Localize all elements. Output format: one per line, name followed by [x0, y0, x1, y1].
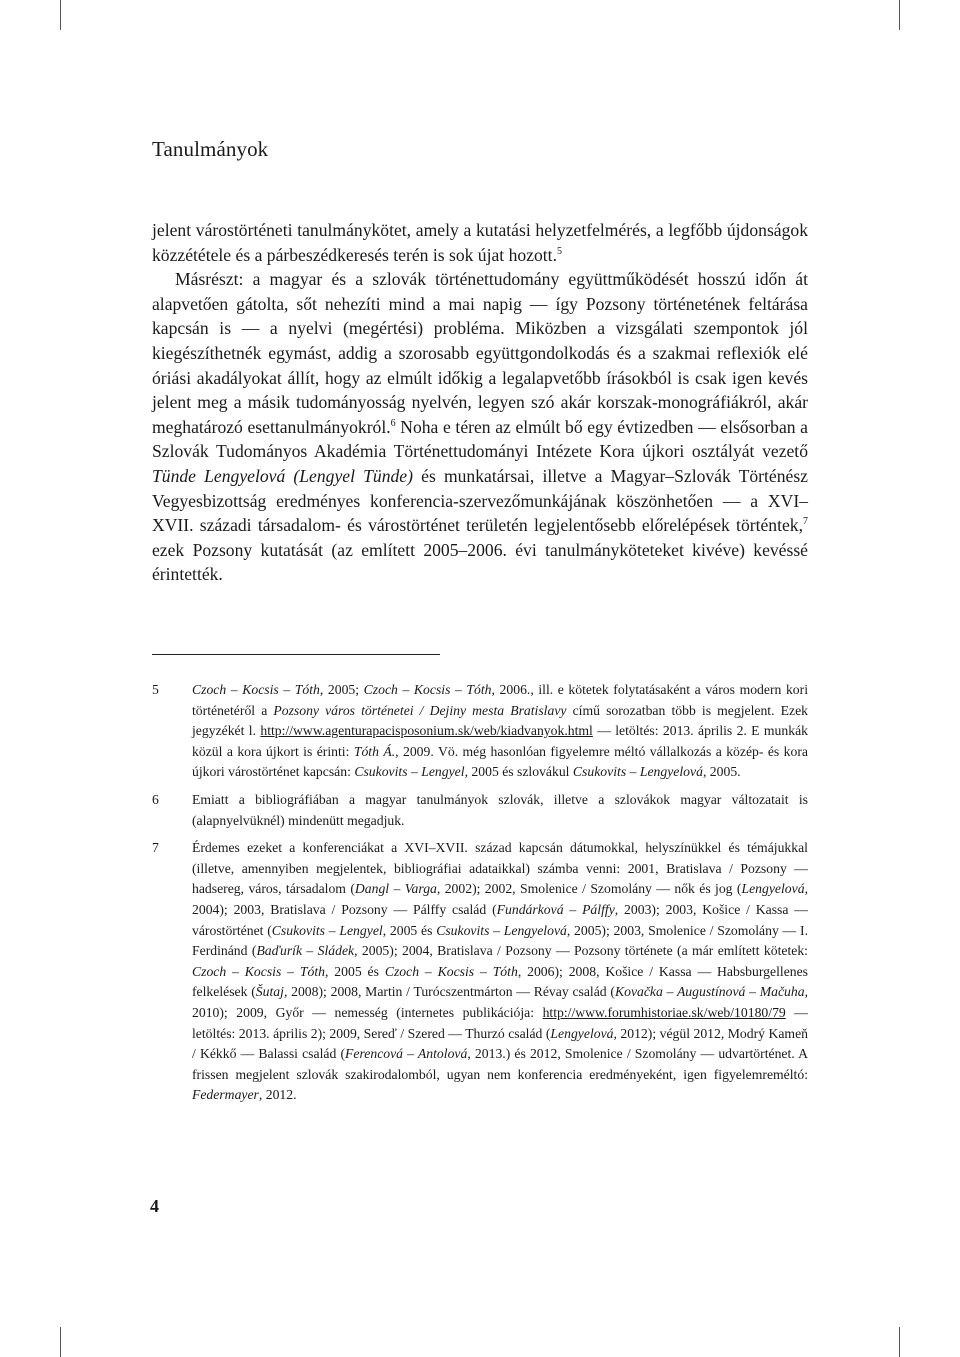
footnote-text: , 2010); 2009, Győr — nemesség (internetes publikációja:: [192, 984, 808, 1020]
italic-citation: Federmayer: [192, 1087, 259, 1103]
italic-citation: Baďurík – Sládek: [256, 943, 355, 959]
footnote-text: , 2006., ill. e kötetek folytatásaként a város modern kori történetéről a: [192, 682, 809, 718]
text: jelent várostörténeti tanulmánykötet, amely a kutatási helyzetfelmérés, a legfőbb újdonságok közzététele és a párbeszédkeresés terén is sok újat hozott.: [152, 220, 808, 265]
footnote-text: , 2012); végül 2012, Modrý Kameň / Kékkő — Balassi család (: [192, 1025, 808, 1062]
footnote-text: , 2005.: [702, 764, 741, 780]
italic-citation: Czoch – Kocsis – Tóth: [192, 682, 320, 697]
crop-mark: [60, 1327, 61, 1357]
footnote-ref[interactable]: 7: [803, 516, 808, 528]
footnote-text: című sorozatban több is megjelent. Ezek jegyzékét l.: [192, 702, 808, 739]
footnote-text: , 2008); 2008, Martin / Turócszentmárton — Révay család (: [283, 984, 615, 1000]
text: és munkatársai, illetve a Magyar–Szlovák Történész Vegyesbizottság eredményes konferencia-szervezőmunkájának köszönhetően — a XVI–XVII. századi társadalom- és várostörténet területén legjelentősebb előrelépések történtek,: [152, 465, 808, 536]
footnote-text: , 2005); 2004, Bratislava / Pozsony — Pozsony története (a már említett kötetek:: [354, 943, 808, 959]
crop-mark: [899, 0, 900, 30]
footnote-text: , 2005); 2003, Smolenice / Szomolány — I. Ferdinánd (: [192, 922, 808, 959]
footnote-6: [152, 790, 808, 831]
paragraph: [152, 267, 808, 587]
footnote-text: , 2005;: [319, 682, 364, 697]
footnote-text: , 2003); 2003, Košice / Kassa — várostörténet (: [192, 901, 808, 938]
text: ezek Pozsony kutatását (az említett 2005–2006. évi tanulmányköteteket kivéve) kevéssé érintették.: [152, 539, 808, 585]
italic-citation: Lengyelová: [550, 1025, 614, 1041]
italic-citation: Fundárková – Pálffy: [496, 901, 615, 917]
text: Másrészt: a magyar és a szlovák történettudomány együttműködését hosszú időn át alapvetően gátolta, sőt nehezíti mind a mai napig — így Pozsony történetének feltárása kapcsán is — a nyelvi (megértési) probléma. Miközben a vizsgálati szempontok jól kiegészíthetnék egymást, addig a szorosabb együttgondolkodás és a szakmai reflexiók elé óriási akadályokat állít, hogy az elmúlt időkig a legalapvetőbb írásokból is csak igen kevés jelent meg a másik tudományosság nyelvén, legyen szó akár korszak-monográfiákról, akár meghatározó esettanulmányokról.: [152, 269, 808, 437]
body-text: [152, 218, 808, 587]
footnote-ref[interactable]: 6: [390, 417, 396, 429]
footnote-ref[interactable]: 5: [556, 245, 562, 257]
italic-citation: Czoch – Kocsis – Tóth: [363, 682, 492, 697]
italic-citation: Csukovits – Lengyelová: [436, 922, 567, 938]
footnote-text: Érdemes ezeket a konferenciákat a XVI–XVII. század kapcsán dátumokkal, helyszínükkel és témájukkal (illetve, amennyiben megjelentek, bibliográfiai adataikkal) számba venni: 2001, Bratislava / Pozsony — hadsereg, város, társadalom (: [192, 840, 808, 897]
footnote-text: — letöltés: 2013. április 2); 2009, Sereď / Szered — Thurzó család (: [192, 1004, 808, 1041]
footnote-number: 6: [152, 791, 159, 807]
italic-citation: Csukovits – Lengyel: [354, 764, 465, 780]
running-head: Tanulmányok: [152, 137, 269, 161]
footnote-text: , 2013.) és 2012, Smolenice / Szomolány — udvartörténet. A frissen megjelent szlovák szakirodalomból, ugyan nem konferencia eredményeként, igen figyelemreméltó:: [192, 1046, 809, 1082]
footnote-5: [152, 680, 808, 783]
footnote-link[interactable]: http://www.forumhistoriae.sk/web/10180/79: [542, 1004, 786, 1020]
footnote-text: , 2006); 2008, Košice / Kassa — Habsburgellenes felkelések (: [192, 963, 809, 1000]
footnote-text: Emiatt a bibliográfiában a magyar tanulmányok szlovák, illetve a szlovákok magyar változatait is (alapnyelvüknél) mindenütt megadjuk.: [192, 791, 808, 828]
footnote-text: , 2002); 2002, Smolenice / Szomolány — nők és jog (: [436, 881, 742, 897]
italic-citation: Csukovits – Lengyel: [271, 922, 383, 938]
footnote-text: — letöltés: 2013. április 2. E munkák közül a kora újkort is érinti:: [192, 723, 808, 759]
italic-citation: Czoch – Kocsis – Tóth: [192, 963, 325, 979]
italic-citation: Ferencová – Antolová: [345, 1046, 468, 1062]
footnote-text: , 2005 és szlovákul: [464, 764, 573, 780]
page-number: 4: [150, 1196, 159, 1216]
italic-citation: Czoch – Kocsis – Tóth: [384, 963, 518, 979]
footnote-link[interactable]: http://www.agenturapacisposonium.sk/web/kiadvanyok.html: [260, 723, 593, 739]
footnote-number: 5: [152, 682, 159, 697]
crop-mark: [899, 1327, 900, 1357]
italic-citation: Tóth Á.: [353, 743, 396, 759]
footnote-text: , 2009. Vö. még hasonlóan figyelemre méltó vállalkozás a közép- és kora újkori várostörténet kapcsán:: [192, 743, 809, 780]
italic-citation: Dangl – Varga: [354, 881, 437, 897]
footnotes: [152, 680, 808, 1113]
footnote-text: , 2005 és: [325, 963, 385, 979]
paragraph: [152, 218, 808, 267]
italic-citation: Kovačka – Augustínová – Mačuha: [614, 984, 805, 1000]
crop-mark: [60, 0, 61, 30]
footnote-text: , 2005 és: [382, 922, 437, 938]
footnote-text: , 2012.: [258, 1087, 297, 1103]
italic-citation: Pozsony város történetei / Dejiny mesta Bratislavy: [273, 702, 567, 718]
footnote-number: 7: [152, 840, 159, 856]
italic-citation: Šutaj: [255, 984, 284, 1000]
italic-citation: Lengyelová: [741, 881, 805, 897]
text: Noha e téren az elmúlt bő egy évtizedben — elsősorban a Szlovák Tudományos Akadémia Történettudományi Intézete Kora újkori osztályát vezető: [152, 416, 808, 462]
footnote-rule: [152, 654, 440, 655]
italic-citation: Csukovits – Lengyelová: [572, 764, 703, 780]
italic-name: Tünde Lengyelová (Lengyel Tünde): [152, 465, 413, 486]
footnote-text: , 2004); 2003, Bratislava / Pozsony — Pálffy család (: [192, 881, 808, 917]
footnote-7: [152, 838, 808, 1106]
